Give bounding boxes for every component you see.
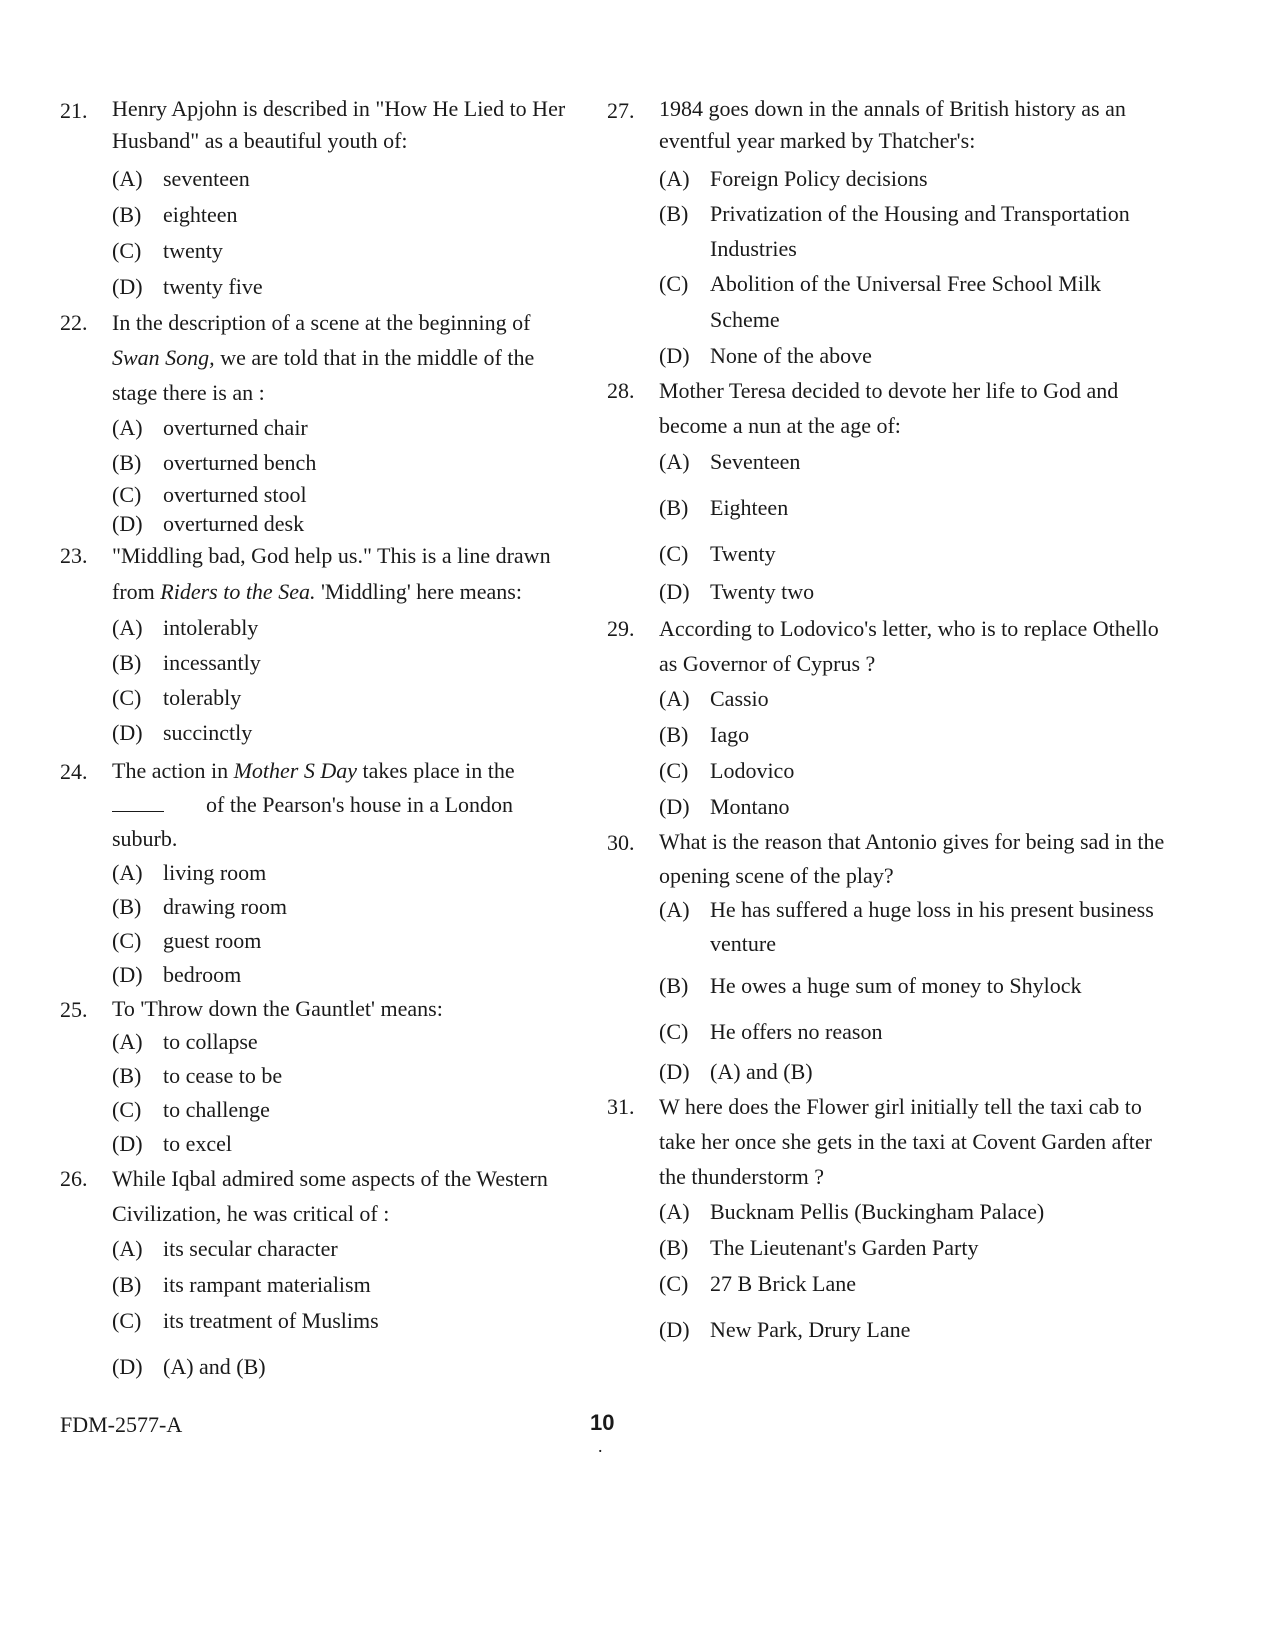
option-letter: (A): [659, 686, 690, 711]
question-text-part: of the Pearson's house in a London suburb.: [112, 792, 514, 851]
option-letter: (C): [112, 482, 142, 507]
option-a: [112, 410, 580, 445]
question-text: According to Lodovico's letter, who is to replace Othello as Governor of Cyprus ?: [659, 616, 1159, 676]
option-text: drawing room: [163, 894, 288, 919]
option-letter: (B): [112, 894, 142, 919]
question-number: 26.: [60, 1166, 88, 1191]
option-d: [659, 573, 1167, 611]
option-text: tolerably: [163, 685, 242, 710]
option-letter: (C): [659, 758, 689, 783]
option-letter: (D): [659, 794, 690, 819]
option-letter: (B): [112, 450, 142, 475]
option-letter: (D): [112, 511, 143, 536]
question-text: Henry Apjohn is described in "How He Lied to Her Husband" as a beautiful youth of:: [112, 96, 566, 153]
option-text: Lodovico: [710, 758, 795, 783]
option-letter: (A): [112, 166, 143, 191]
question-number: 29.: [607, 616, 635, 641]
option-letter: (A): [112, 415, 143, 440]
option-letter: (A): [112, 615, 143, 640]
options-list: [659, 443, 1167, 611]
option-text: He owes a huge sum of money to Shylock: [710, 973, 1082, 998]
option-c: [112, 924, 580, 958]
option-text: Foreign Policy decisions: [710, 166, 928, 191]
option-c: [659, 1015, 1167, 1049]
option-text: bedroom: [163, 962, 242, 987]
option-b: [659, 969, 1167, 1003]
option-text: Iago: [710, 722, 750, 747]
option-c: [112, 233, 580, 269]
options-list: [112, 1025, 580, 1161]
option-text: to excel: [163, 1131, 233, 1156]
options-list: [112, 610, 580, 750]
option-letter: (A): [659, 449, 690, 474]
question-text: To 'Throw down the Gauntlet' means:: [112, 996, 443, 1021]
option-d: [112, 510, 580, 538]
question-text-line2: [112, 788, 580, 856]
option-b: [112, 197, 580, 233]
answer-blank: [112, 801, 164, 812]
options-list: [659, 681, 1167, 825]
option-c: [659, 266, 1167, 338]
option-letter: (C): [659, 1271, 689, 1296]
option-text: None of the above: [710, 343, 872, 368]
option-a: [112, 1025, 580, 1059]
option-letter: (A): [659, 166, 690, 191]
option-text: 27 B Brick Lane: [710, 1271, 857, 1296]
option-b: [659, 489, 1167, 527]
question-27: [607, 93, 1167, 373]
option-letter: (C): [112, 1308, 142, 1333]
work-title: Swan Song,: [112, 345, 215, 370]
option-text: incessantly: [163, 650, 261, 675]
option-text: to challenge: [163, 1097, 270, 1122]
question-22: [60, 305, 580, 538]
option-letter: (D): [112, 274, 143, 299]
option-d: [112, 1127, 580, 1161]
option-letter: (C): [659, 541, 689, 566]
option-letter: (B): [659, 973, 689, 998]
option-text: intolerably: [163, 615, 259, 640]
question-text: While Iqbal admired some aspects of the Western Civilization, he was critical of :: [112, 1166, 548, 1226]
option-text: guest room: [163, 928, 262, 953]
option-text: to cease to be: [163, 1063, 283, 1088]
question-21: [60, 93, 580, 305]
option-d: [112, 715, 580, 750]
question-24: [60, 754, 580, 992]
option-d: [112, 1349, 580, 1385]
booklet-code: FDM-2577-A: [60, 1412, 183, 1437]
option-text: Seventeen: [710, 449, 801, 474]
question-text: What is the reason that Antonio gives for being sad in the opening scene of the play?: [659, 829, 1165, 888]
option-letter: (C): [659, 271, 689, 296]
question-text: 1984 goes down in the annals of British history as an eventful year marked by Thatcher's:: [659, 96, 1126, 153]
option-c: [112, 1303, 580, 1339]
option-letter: (B): [112, 202, 142, 227]
page-number: 10: [590, 1410, 615, 1435]
option-a: [659, 1194, 1167, 1230]
left-column: [60, 93, 580, 1385]
question-28: [607, 373, 1167, 611]
question-number: 27.: [607, 98, 635, 123]
right-column: [607, 93, 1167, 1348]
option-letter: (C): [112, 238, 142, 263]
option-letter: (B): [112, 1063, 142, 1088]
option-b: [112, 645, 580, 680]
option-text: (A) and (B): [710, 1059, 813, 1084]
option-text: twenty: [163, 238, 223, 263]
option-letter: (C): [112, 928, 142, 953]
option-b: [112, 445, 580, 480]
option-c: [112, 480, 580, 510]
option-text: its secular character: [163, 1236, 338, 1261]
options-list: [112, 1231, 580, 1385]
option-text: to collapse: [163, 1029, 258, 1054]
option-b: [112, 890, 580, 924]
option-b: [659, 717, 1167, 753]
question-number: 21.: [60, 98, 88, 123]
question-29: [607, 611, 1167, 825]
option-letter: (A): [112, 860, 143, 885]
question-30: [607, 825, 1167, 1089]
option-b: [659, 196, 1167, 266]
option-a: [112, 856, 580, 890]
option-d: [659, 1312, 1167, 1348]
option-d: [659, 338, 1167, 373]
option-d: [659, 789, 1167, 825]
option-letter: (B): [112, 650, 142, 675]
question-number: 28.: [607, 378, 635, 403]
options-list: [112, 410, 580, 538]
option-text: The Lieutenant's Garden Party: [710, 1235, 979, 1260]
options-list: [659, 161, 1167, 373]
options-list: [112, 856, 580, 992]
option-text: eighteen: [163, 202, 238, 227]
option-d: [659, 1055, 1167, 1089]
question-31: [607, 1089, 1167, 1348]
option-text: Eighteen: [710, 495, 789, 520]
question-text: W here does the Flower girl initially tell the taxi cab to take her once she gets in the taxi at Covent Garden after the thunderstorm ?: [659, 1094, 1152, 1189]
option-b: [112, 1267, 580, 1303]
question-number: 23.: [60, 543, 88, 568]
option-letter: (D): [112, 720, 143, 745]
question-text: [112, 754, 580, 788]
option-b: [112, 1059, 580, 1093]
option-text: overturned desk: [163, 511, 305, 536]
option-text: He offers no reason: [710, 1019, 883, 1044]
option-text: Twenty: [710, 541, 776, 566]
option-text: Twenty two: [710, 579, 815, 604]
option-a: [112, 161, 580, 197]
option-text: Bucknam Pellis (Buckingham Palace): [710, 1199, 1045, 1224]
question-26: [60, 1161, 580, 1385]
option-text: seventeen: [163, 166, 250, 191]
option-letter: (D): [112, 1131, 143, 1156]
question-text-part: "Middling bad, God help us." This is a line drawn from: [112, 543, 551, 604]
option-text: He has suffered a huge loss in his present business venture: [710, 897, 1154, 956]
option-letter: (B): [659, 1235, 689, 1260]
option-letter: (A): [112, 1029, 143, 1054]
option-a: [112, 610, 580, 645]
question-text-part: The action in: [112, 758, 234, 783]
option-letter: (C): [659, 1019, 689, 1044]
question-25: [60, 992, 580, 1161]
option-text: its treatment of Muslims: [163, 1308, 379, 1333]
option-d: [112, 269, 580, 305]
question-text: [112, 305, 580, 410]
option-text: overturned stool: [163, 482, 307, 507]
option-c: [659, 535, 1167, 573]
option-text: New Park, Drury Lane: [710, 1317, 911, 1342]
question-number: 22.: [60, 310, 88, 335]
option-letter: (B): [659, 201, 689, 226]
option-letter: (A): [659, 1199, 690, 1224]
option-letter: (A): [659, 897, 690, 922]
option-a: [659, 893, 1167, 961]
question-number: 30.: [607, 830, 635, 855]
question-number: 24.: [60, 759, 88, 784]
option-letter: (D): [112, 962, 143, 987]
option-text: succinctly: [163, 720, 253, 745]
question-text: Mother Teresa decided to devote her life to God and become a nun at the age of:: [659, 378, 1119, 438]
option-a: [659, 161, 1167, 196]
option-a: [659, 681, 1167, 717]
option-text: its rampant materialism: [163, 1272, 371, 1297]
option-letter: (C): [112, 685, 142, 710]
work-title: Riders to the Sea.: [160, 579, 316, 604]
option-letter: (A): [112, 1236, 143, 1261]
option-text: living room: [163, 860, 267, 885]
option-letter: (C): [112, 1097, 142, 1122]
option-text: overturned bench: [163, 450, 317, 475]
option-letter: (D): [659, 1059, 690, 1084]
option-d: [112, 958, 580, 992]
option-text: Abolition of the Universal Free School Milk Scheme: [710, 271, 1102, 332]
option-a: [112, 1231, 580, 1267]
question-text-part: In the description of a scene at the beginning of: [112, 310, 531, 335]
option-text: Montano: [710, 794, 790, 819]
question-23: [60, 538, 580, 750]
option-c: [659, 753, 1167, 789]
question-text-part: takes place in the: [357, 758, 515, 783]
option-b: [659, 1230, 1167, 1266]
option-letter: (B): [112, 1272, 142, 1297]
option-letter: (D): [659, 343, 690, 368]
option-c: [112, 1093, 580, 1127]
option-text: (A) and (B): [163, 1354, 266, 1379]
question-number: 25.: [60, 997, 88, 1022]
options-list: [659, 1194, 1167, 1348]
option-a: [659, 443, 1167, 481]
option-c: [659, 1266, 1167, 1302]
footer-dot: .: [598, 1436, 603, 1456]
options-list: [112, 161, 580, 305]
option-letter: (D): [659, 579, 690, 604]
work-title: Mother S Day: [233, 758, 357, 783]
question-text-part: 'Middling' here means:: [315, 579, 522, 604]
option-text: overturned chair: [163, 415, 308, 440]
option-text: twenty five: [163, 274, 263, 299]
option-letter: (D): [659, 1317, 690, 1342]
options-list: [659, 893, 1167, 1089]
question-number: 31.: [607, 1094, 635, 1119]
question-text-part: we are told that in the middle of the stage there is an :: [112, 345, 535, 405]
option-text: Privatization of the Housing and Transportation Industries: [710, 201, 1130, 261]
option-text: Cassio: [710, 686, 769, 711]
question-text: [112, 538, 580, 610]
option-letter: (D): [112, 1354, 143, 1379]
option-letter: (B): [659, 495, 689, 520]
option-letter: (B): [659, 722, 689, 747]
option-c: [112, 680, 580, 715]
